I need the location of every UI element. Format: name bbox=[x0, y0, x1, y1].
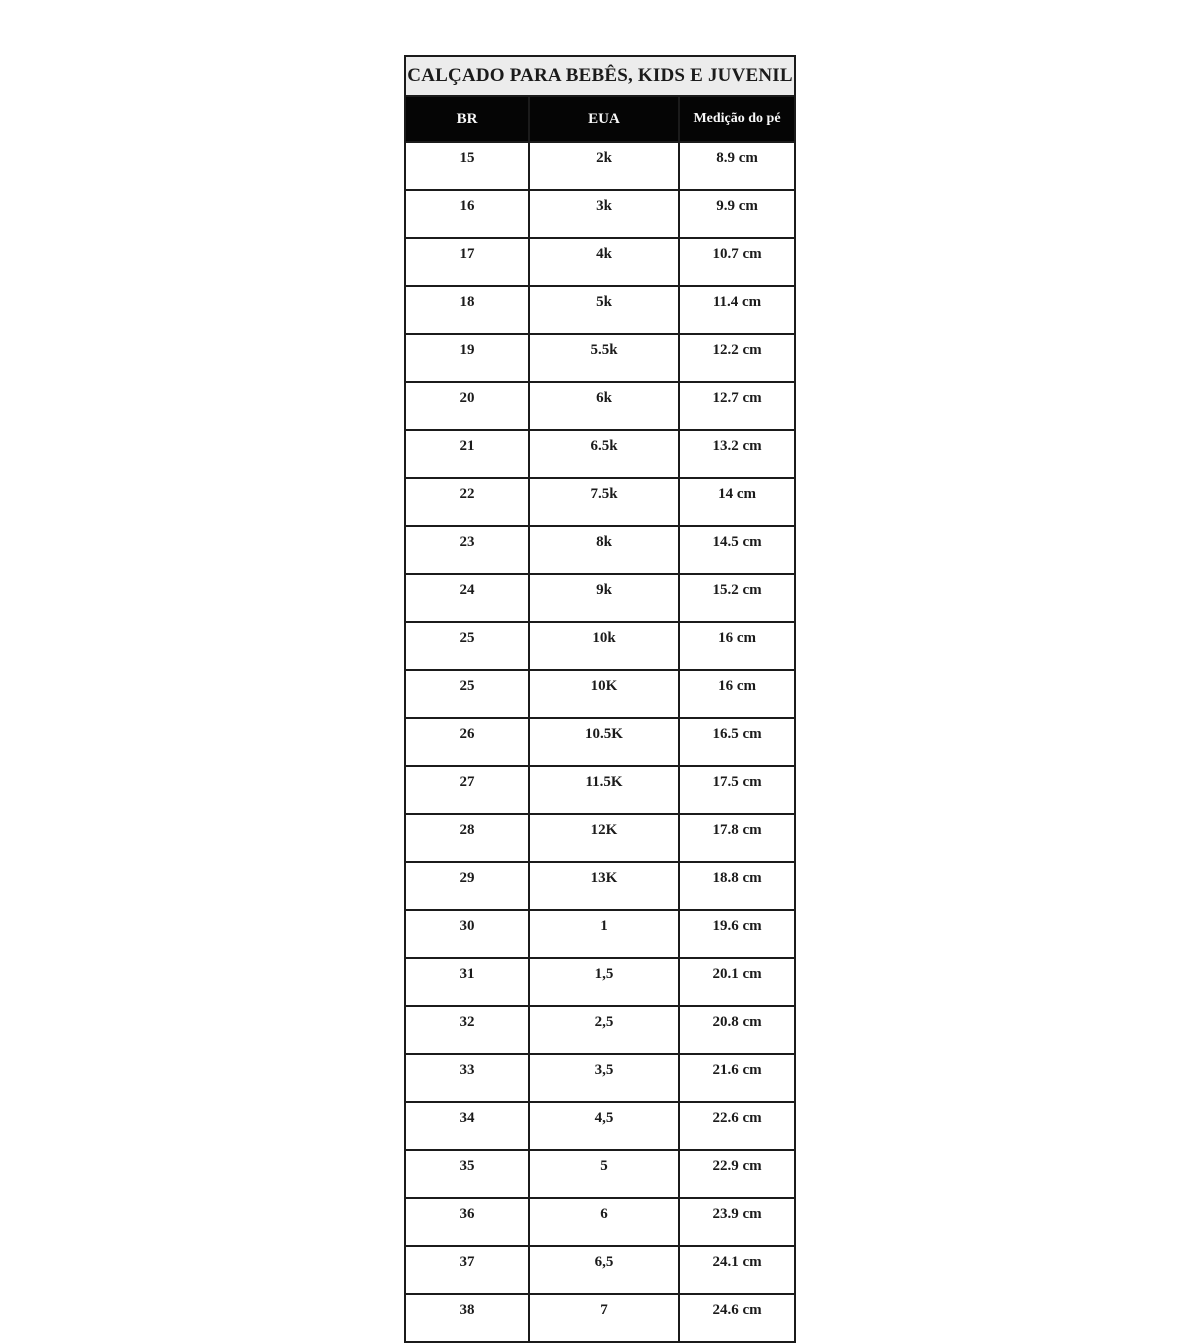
table-row bbox=[405, 142, 795, 190]
table-cell: 3,5 bbox=[529, 1054, 679, 1102]
table-cell: 10.5K bbox=[529, 718, 679, 766]
table-cell: 4k bbox=[529, 238, 679, 286]
table-cell: 1,5 bbox=[529, 958, 679, 1006]
table-cell: 10.7 cm bbox=[679, 238, 795, 286]
table-title: CALÇADO PARA BEBÊS, KIDS E JUVENIL bbox=[405, 56, 795, 96]
table-row bbox=[405, 478, 795, 526]
size-table bbox=[404, 55, 796, 1343]
column-header-br: BR bbox=[405, 96, 529, 142]
table-row bbox=[405, 1054, 795, 1102]
table-cell: 20 bbox=[405, 382, 529, 430]
table-cell: 17.8 cm bbox=[679, 814, 795, 862]
table-cell: 22.6 cm bbox=[679, 1102, 795, 1150]
table-row bbox=[405, 1198, 795, 1246]
table-title-row bbox=[405, 56, 795, 96]
table-row bbox=[405, 574, 795, 622]
table-cell: 36 bbox=[405, 1198, 529, 1246]
table-cell: 5.5k bbox=[529, 334, 679, 382]
table-cell: 14.5 cm bbox=[679, 526, 795, 574]
table-cell: 17 bbox=[405, 238, 529, 286]
table-cell: 5k bbox=[529, 286, 679, 334]
table-row bbox=[405, 1006, 795, 1054]
table-cell: 10k bbox=[529, 622, 679, 670]
table-cell: 25 bbox=[405, 670, 529, 718]
table-cell: 19 bbox=[405, 334, 529, 382]
table-row bbox=[405, 286, 795, 334]
table-cell: 23 bbox=[405, 526, 529, 574]
table-cell: 10K bbox=[529, 670, 679, 718]
table-cell: 9k bbox=[529, 574, 679, 622]
table-cell: 18 bbox=[405, 286, 529, 334]
table-cell: 18.8 cm bbox=[679, 862, 795, 910]
table-cell: 33 bbox=[405, 1054, 529, 1102]
size-table-body bbox=[405, 142, 795, 1342]
table-row bbox=[405, 862, 795, 910]
table-cell: 22 bbox=[405, 478, 529, 526]
table-cell: 14 cm bbox=[679, 478, 795, 526]
table-cell: 28 bbox=[405, 814, 529, 862]
table-row bbox=[405, 1246, 795, 1294]
table-cell: 8.9 cm bbox=[679, 142, 795, 190]
table-row bbox=[405, 1102, 795, 1150]
table-cell: 19.6 cm bbox=[679, 910, 795, 958]
size-table-head bbox=[405, 56, 795, 142]
table-cell: 16 cm bbox=[679, 670, 795, 718]
table-row bbox=[405, 814, 795, 862]
table-cell: 21 bbox=[405, 430, 529, 478]
table-cell: 6,5 bbox=[529, 1246, 679, 1294]
table-cell: 3k bbox=[529, 190, 679, 238]
table-cell: 26 bbox=[405, 718, 529, 766]
table-cell: 4,5 bbox=[529, 1102, 679, 1150]
table-cell: 24 bbox=[405, 574, 529, 622]
table-cell: 2k bbox=[529, 142, 679, 190]
size-chart bbox=[404, 55, 796, 1343]
table-cell: 12.7 cm bbox=[679, 382, 795, 430]
table-row bbox=[405, 1294, 795, 1342]
table-row bbox=[405, 190, 795, 238]
table-row bbox=[405, 238, 795, 286]
table-cell: 23.9 cm bbox=[679, 1198, 795, 1246]
table-cell: 12K bbox=[529, 814, 679, 862]
table-cell: 27 bbox=[405, 766, 529, 814]
table-cell: 24.1 cm bbox=[679, 1246, 795, 1294]
table-cell: 6 bbox=[529, 1198, 679, 1246]
table-cell: 29 bbox=[405, 862, 529, 910]
table-row bbox=[405, 670, 795, 718]
table-cell: 22.9 cm bbox=[679, 1150, 795, 1198]
table-row bbox=[405, 622, 795, 670]
table-row bbox=[405, 526, 795, 574]
table-cell: 11.5K bbox=[529, 766, 679, 814]
table-cell: 35 bbox=[405, 1150, 529, 1198]
table-cell: 7 bbox=[529, 1294, 679, 1342]
table-cell: 8k bbox=[529, 526, 679, 574]
table-cell: 34 bbox=[405, 1102, 529, 1150]
table-row bbox=[405, 334, 795, 382]
table-cell: 21.6 cm bbox=[679, 1054, 795, 1102]
table-cell: 2,5 bbox=[529, 1006, 679, 1054]
table-row bbox=[405, 430, 795, 478]
table-cell: 20.8 cm bbox=[679, 1006, 795, 1054]
table-cell: 38 bbox=[405, 1294, 529, 1342]
table-cell: 24.6 cm bbox=[679, 1294, 795, 1342]
table-cell: 12.2 cm bbox=[679, 334, 795, 382]
table-cell: 9.9 cm bbox=[679, 190, 795, 238]
table-cell: 17.5 cm bbox=[679, 766, 795, 814]
table-row bbox=[405, 718, 795, 766]
table-cell: 7.5k bbox=[529, 478, 679, 526]
table-cell: 15.2 cm bbox=[679, 574, 795, 622]
table-cell: 30 bbox=[405, 910, 529, 958]
table-cell: 20.1 cm bbox=[679, 958, 795, 1006]
table-cell: 13.2 cm bbox=[679, 430, 795, 478]
table-cell: 5 bbox=[529, 1150, 679, 1198]
table-cell: 16 cm bbox=[679, 622, 795, 670]
table-row bbox=[405, 958, 795, 1006]
table-cell: 32 bbox=[405, 1006, 529, 1054]
table-row bbox=[405, 382, 795, 430]
table-header-row bbox=[405, 96, 795, 142]
table-cell: 15 bbox=[405, 142, 529, 190]
table-cell: 6.5k bbox=[529, 430, 679, 478]
column-header-eua: EUA bbox=[529, 96, 679, 142]
table-cell: 1 bbox=[529, 910, 679, 958]
table-cell: 31 bbox=[405, 958, 529, 1006]
table-cell: 11.4 cm bbox=[679, 286, 795, 334]
table-cell: 16.5 cm bbox=[679, 718, 795, 766]
table-cell: 16 bbox=[405, 190, 529, 238]
table-cell: 37 bbox=[405, 1246, 529, 1294]
table-cell: 6k bbox=[529, 382, 679, 430]
table-cell: 13K bbox=[529, 862, 679, 910]
column-header-medicao-do-pe: Medição do pé bbox=[679, 96, 795, 142]
table-cell: 25 bbox=[405, 622, 529, 670]
table-row bbox=[405, 1150, 795, 1198]
table-row bbox=[405, 766, 795, 814]
table-row bbox=[405, 910, 795, 958]
